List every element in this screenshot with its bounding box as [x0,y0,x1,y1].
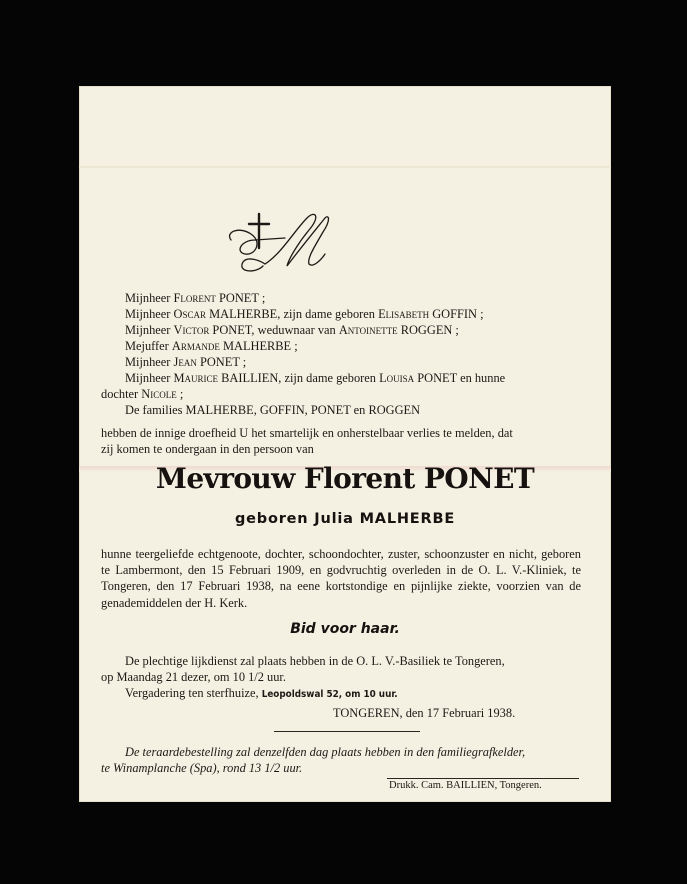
deceased-name: Mevrouw Florent PONET [155,462,535,495]
divider [387,778,579,779]
mourning-card [79,86,611,802]
paper-fold-line [79,166,611,168]
family-line: Mijnheer Maurice BAILLIEN, zijn dame geboren Louisa PONET en hunne [125,371,506,385]
biography-text: hunne teergeliefde echtgenoote, dochter, schoondochter, zuster, schoonzuster en nicht, geboren te Lambermont, den 15 Februari 1909, en godvruchtig overleden in de O. L. V.-Kliniek, te Tongeren, den 17 Februari 1938, na eene kortstondige en pijnlijke ziekte, voorzien van de genademiddelen der H. Kerk. [101,547,581,610]
family-line: Mijnheer Jean PONET ; [125,355,247,369]
funeral-service-text: De plechtige lijkdienst zal plaats hebben in de O. L. V.-Basiliek te Tongeren, op Maandag 21 dezer, om 10 1/2 uur. Vergadering ten sterfhuize, Leopoldswal 52, om 10 uur. [101,654,505,700]
family-line: Mijnheer Oscar MALHERBE, zijn dame geboren Elisabeth GOFFIN ; [125,307,484,321]
burial-text: De teraardebestelling zal denzelfden dag plaats hebben in den familiegrafkelder, te Winamplanche (Spa), rond 13 1/2 uur. [101,745,526,776]
cross-monogram-icon [225,210,335,276]
family-line: Mijnheer Victor PONET, weduwnaar van Antoinette ROGGEN ; [125,323,459,337]
family-line: Mijnheer Florent PONET ; [125,291,266,305]
address: Leopoldswal 52, om 10 uur. [261,689,398,700]
prayer-line: Bid voor haar. [290,621,400,637]
divider [274,731,420,732]
family-line: dochter Nicole ; [101,387,184,401]
place-date: TONGEREN, den 17 Februari 1938. [333,706,516,720]
family-line: De families MALHERBE, GOFFIN, PONET en ROGGEN [125,403,421,417]
maiden-name: geboren Julia MALHERBE [234,511,456,527]
printer-credit: Drukk. Cam. BAILLIEN, Tongeren. [389,780,542,791]
announcement-text: hebben de innige droefheid U het smartelijk en onherstelbaar verlies te melden, dat zij komen te ondergaan in den persoon van [101,426,513,456]
family-line: Mejuffer Armande MALHERBE ; [125,339,298,353]
family-list [101,290,591,418]
